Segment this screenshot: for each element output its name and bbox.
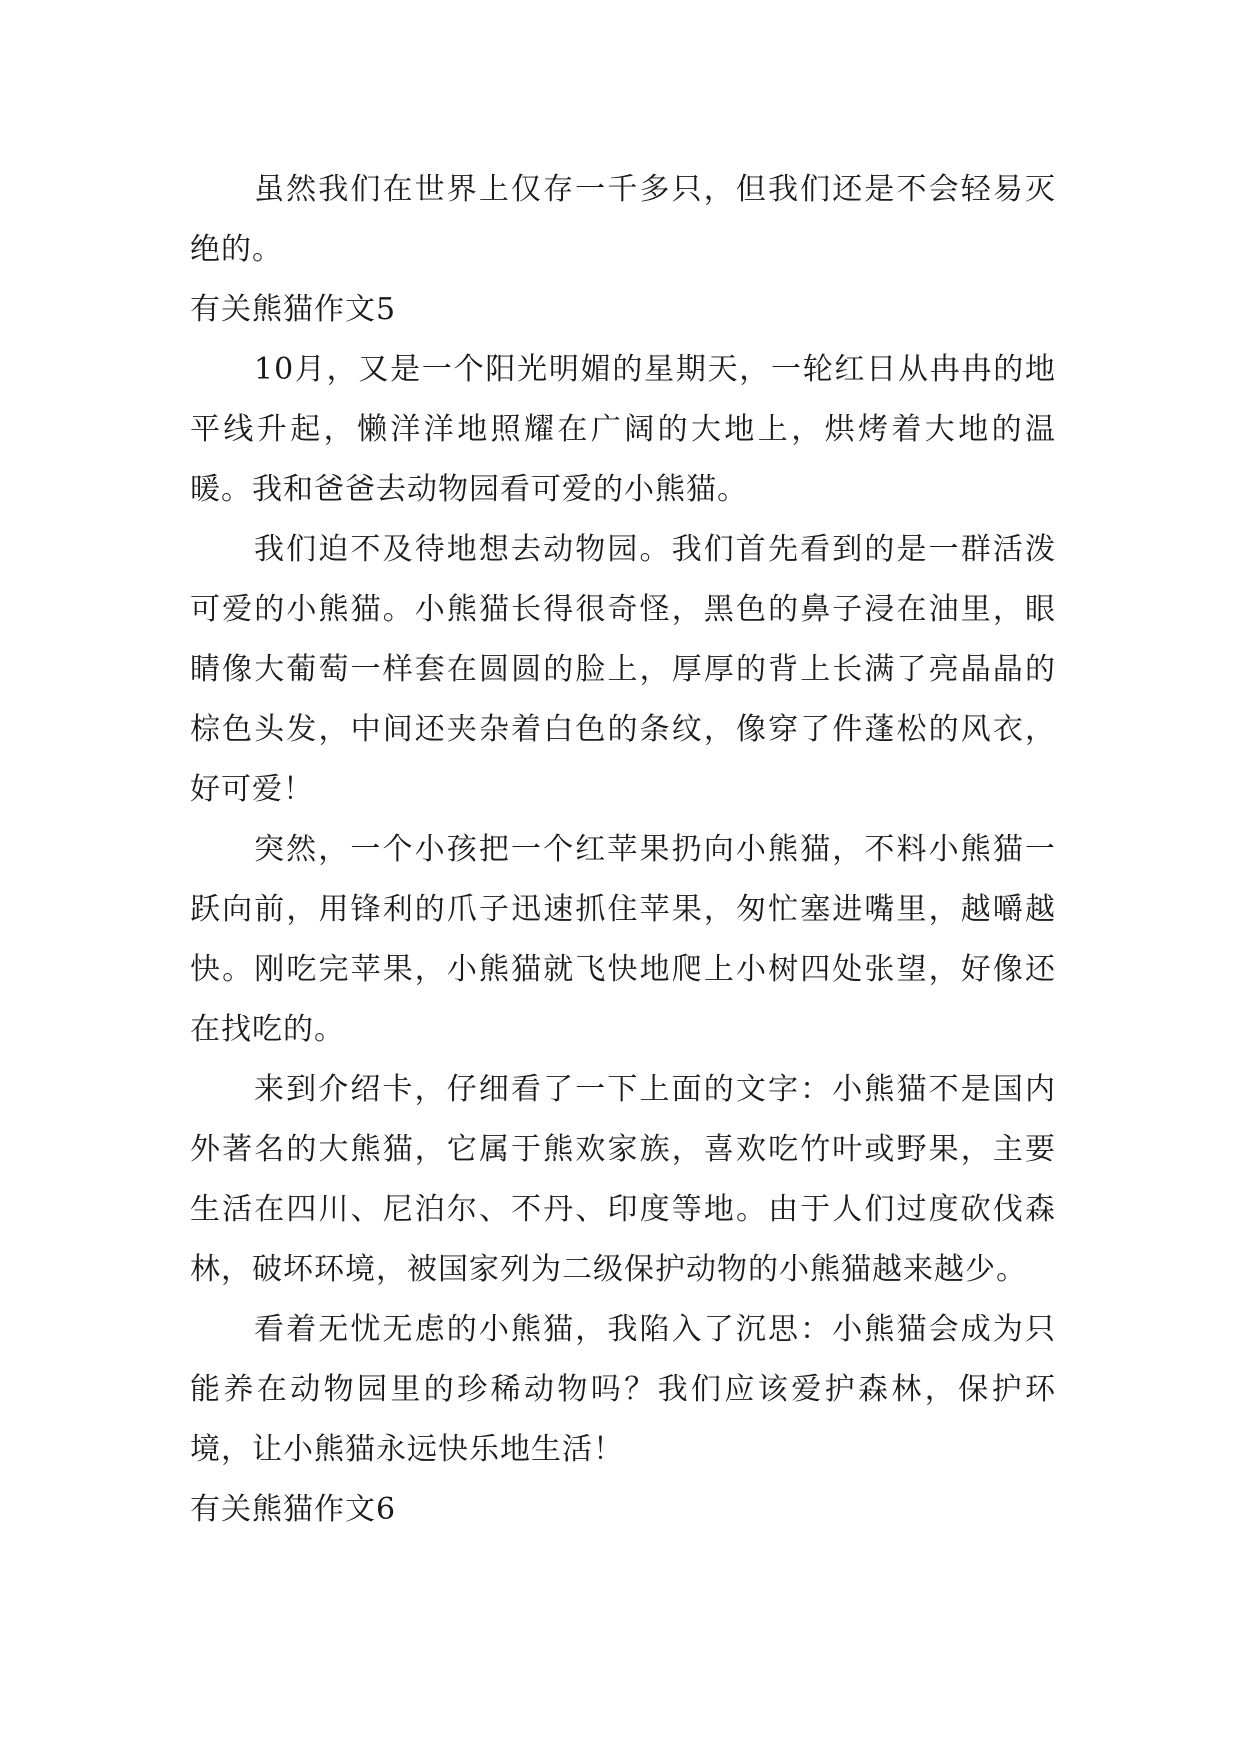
paragraph: 我们迫不及待地想去动物园。我们首先看到的是一群活泼可爱的小熊猫。小熊猫长得很奇怪，黑色的鼻子浸在油里，眼睛像大葡萄一样套在圆圆的脸上，厚厚的背上长满了亮晶晶的棕色头发，中间还夹杂着白色的条纹，像穿了件蓬松的风衣，好可爱！ — [190, 532, 1056, 807]
paragraph: 来到介绍卡，仔细看了一下上面的文字：小熊猫不是国内外著名的大熊猫，它属于熊欢家族，喜欢吃竹叶或野果，主要生活在四川、尼泊尔、不丹、印度等地。由于人们过度砍伐森林，破坏环境，被国家列为二级保护动物的小熊猫越来越少。 — [190, 1072, 1056, 1287]
paragraph: 10月，又是一个阳光明媚的星期天，一轮红日从冉冉的地平线升起，懒洋洋地照耀在广阔的大地上，烘烤着大地的温暖。我和爸爸去动物园看可爱的小熊猫。 — [190, 352, 1056, 507]
section-heading: 有关熊猫作文6 — [190, 1492, 397, 1527]
section-heading: 有关熊猫作文5 — [190, 292, 397, 327]
paragraph: 突然，一个小孩把一个红苹果扔向小熊猫，不料小熊猫一跃向前，用锋利的爪子迅速抓住苹果，匆忙塞进嘴里，越嚼越快。刚吃完苹果，小熊猫就飞快地爬上小树四处张望，好像还在找吃的。 — [190, 832, 1056, 1047]
paragraph: 虽然我们在世界上仅存一千多只，但我们还是不会轻易灭绝的。 — [190, 172, 1056, 267]
document-page — [190, 160, 1056, 1540]
paragraph: 看着无忧无虑的小熊猫，我陷入了沉思：小熊猫会成为只能养在动物园里的珍稀动物吗？我们应该爱护森林，保护环境，让小熊猫永远快乐地生活！ — [190, 1312, 1056, 1467]
